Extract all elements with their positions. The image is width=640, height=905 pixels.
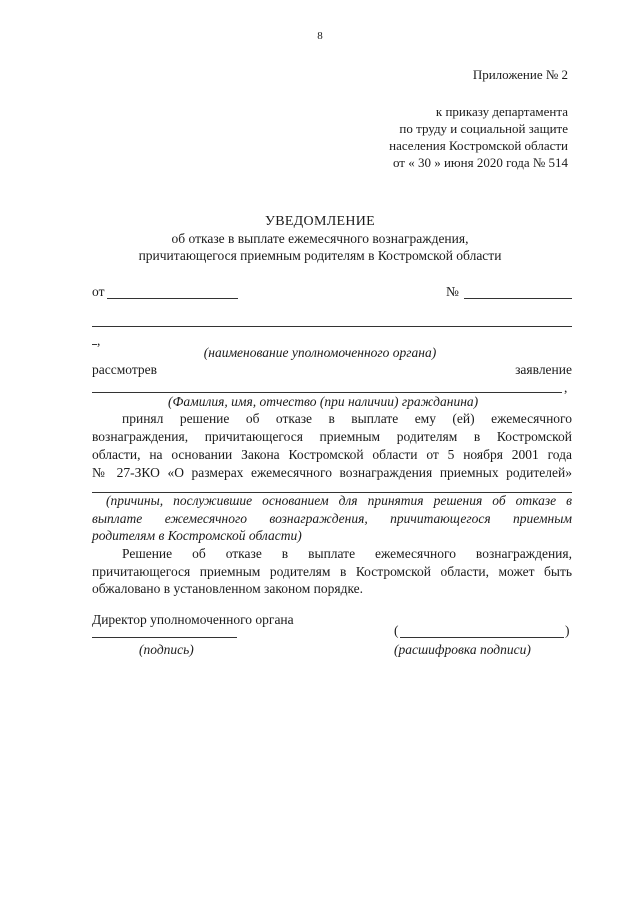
director-label: Директор уполномоченного органа (92, 612, 294, 627)
considered-label: рассмотрев (92, 362, 158, 377)
application-label: заявление (515, 362, 572, 377)
authority-field-line[interactable] (92, 326, 572, 327)
from-label: от (92, 284, 105, 299)
decoding-field-line[interactable] (400, 637, 564, 638)
signature-caption: (подпись) (139, 642, 194, 657)
appendix-label: Приложение № 2 (472, 67, 568, 82)
order-line-1: к приказу департамента (435, 104, 568, 119)
reasons-line-1: (причины, послужившие основанием для принятия решения об отказе в (106, 493, 572, 508)
date-field-line[interactable] (107, 298, 238, 299)
decoding-open-paren: ( (394, 623, 399, 638)
authority-caption: (наименование уполномоченного органа) (203, 345, 437, 360)
body-line-1: принял решение об отказе в выплате ему (ей) ежемесячного (122, 411, 572, 426)
citizen-field-line[interactable] (92, 392, 562, 393)
order-line-4: от « 30 » июня 2020 года № 514 (392, 155, 568, 170)
number-label: № (446, 284, 459, 299)
body-line-3: области, на основании Закона Костромской области от 5 ноября 2001 года (92, 447, 572, 462)
decoding-caption: (расшифровка подписи) (394, 642, 531, 657)
document-title: УВЕДОМЛЕНИЕ (264, 214, 376, 229)
citizen-caption: (Фамилия, имя, отчество (при наличии) гражданина) (168, 394, 479, 409)
order-line-3: населения Костромской области (389, 138, 568, 153)
number-field-line[interactable] (464, 298, 572, 299)
document-subtitle-1: об отказе в выплате ежемесячного вознаграждения, (171, 231, 469, 246)
comma-2: , (564, 380, 568, 395)
document-subtitle-2: причитающегося приемным родителям в Костромской области (138, 248, 502, 263)
page-number: 8 (317, 30, 323, 42)
reasons-line-3: родителям в Костромской области) (92, 528, 302, 543)
comma: , (97, 333, 101, 348)
body-line-4: № 27-ЗКО «О размерах ежемесячного вознаграждения приемных родителей» (92, 465, 572, 480)
appeal-line-3: обжаловано в установленном законом порядке. (92, 581, 364, 596)
appeal-line-2: причитающегося приемным родителям в Костромской области, может быть (92, 564, 572, 579)
decoding-close-paren: ) (565, 623, 570, 638)
reasons-line-2: выплате ежемесячного вознаграждения, причитающегося приемным (92, 511, 572, 526)
body-line-2: вознаграждения, причитающегося приемным родителям в Костромской (92, 429, 572, 444)
signature-field-line[interactable] (92, 637, 237, 638)
order-line-2: по труду и социальной защите (399, 121, 568, 136)
appeal-line-1: Решение об отказе в выплате ежемесячного вознаграждения, (122, 546, 572, 561)
